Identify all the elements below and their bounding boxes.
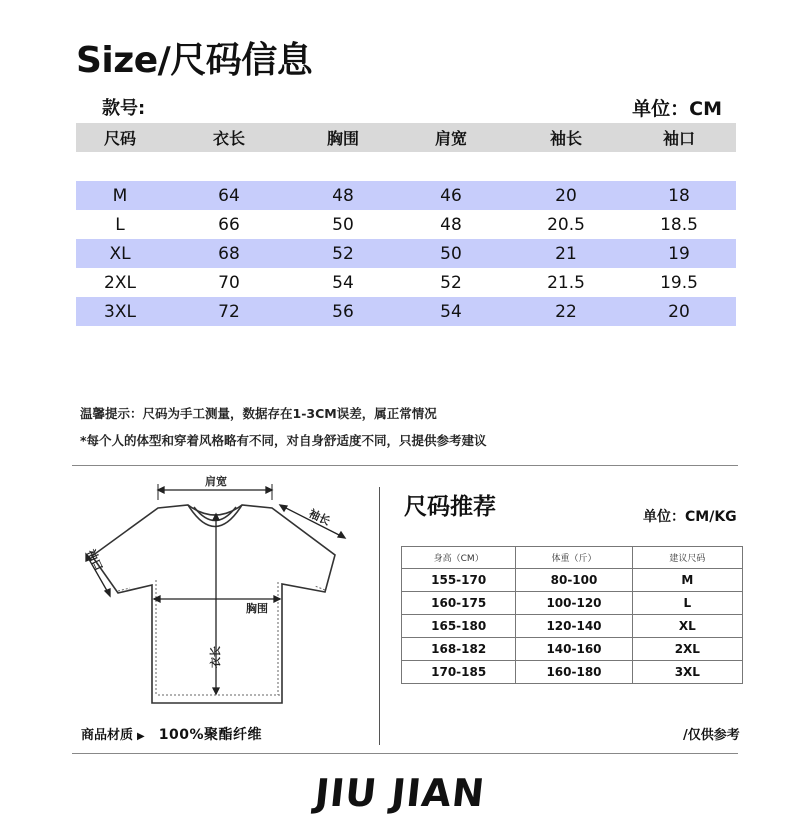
material-label: 商品材质 xyxy=(81,728,134,743)
table-row xyxy=(76,210,736,239)
brand-logo: JIU JIAN xyxy=(312,771,488,815)
table-cell: 18.5 xyxy=(622,210,736,239)
table-cell: 168-182 xyxy=(402,638,516,661)
style-number-label: 款号: xyxy=(102,98,146,119)
table-cell: 50 xyxy=(294,210,392,239)
table-cell: 70 xyxy=(164,268,294,297)
table-cell: 64 xyxy=(164,181,294,210)
table-row xyxy=(76,297,736,326)
table-row xyxy=(76,268,736,297)
table-cell: 2XL xyxy=(632,638,742,661)
reference-note: /仅供参考 xyxy=(683,728,740,743)
table-cell: 54 xyxy=(294,268,392,297)
table-row xyxy=(402,661,743,684)
divider-top xyxy=(72,465,738,466)
table-cell: 155-170 xyxy=(402,569,516,592)
recommendation-unit: 单位：CM/KG xyxy=(643,509,737,525)
table-cell: 46 xyxy=(392,181,510,210)
header-chest: 胸围 xyxy=(294,123,392,152)
table-cell: 20 xyxy=(510,181,622,210)
table-cell: 72 xyxy=(164,297,294,326)
size-table-header xyxy=(76,123,736,152)
tshirt-diagram xyxy=(70,470,370,705)
table-cell: 54 xyxy=(392,297,510,326)
body-length-label: 衣长 xyxy=(209,646,222,668)
table-cell: 20.5 xyxy=(510,210,622,239)
recommendation-title: 尺码推荐 xyxy=(404,494,496,520)
header-sleeve: 袖长 xyxy=(510,123,622,152)
table-cell: 66 xyxy=(164,210,294,239)
table-row xyxy=(402,592,743,615)
table-row xyxy=(76,239,736,268)
table-row xyxy=(402,638,743,661)
table-cell: M xyxy=(632,569,742,592)
table-row xyxy=(76,181,736,210)
material-value: 100%聚酯纤维 xyxy=(158,727,262,743)
chest-label: 胸围 xyxy=(246,602,268,615)
table-cell: L xyxy=(632,592,742,615)
table-cell: L xyxy=(76,210,164,239)
table-cell: XL xyxy=(76,239,164,268)
table-cell: 52 xyxy=(392,268,510,297)
table-cell: 19 xyxy=(622,239,736,268)
table-cell: 48 xyxy=(392,210,510,239)
table-cell: 165-180 xyxy=(402,615,516,638)
cuff-label: 袖口 xyxy=(84,547,106,573)
tshirt-outline xyxy=(92,505,335,703)
table-cell: 68 xyxy=(164,239,294,268)
header-length: 衣长 xyxy=(164,123,294,152)
table-cell: 160-180 xyxy=(516,661,632,684)
table-cell: 21.5 xyxy=(510,268,622,297)
table-cell: 52 xyxy=(294,239,392,268)
table-cell: 20 xyxy=(622,297,736,326)
page-title: Size/尺码信息 xyxy=(76,40,313,81)
table-cell: 140-160 xyxy=(516,638,632,661)
table-cell: XL xyxy=(632,615,742,638)
table-cell: 80-100 xyxy=(516,569,632,592)
material-info xyxy=(81,724,262,744)
table-cell: 160-175 xyxy=(402,592,516,615)
header-weight: 体重（斤） xyxy=(516,547,632,569)
divider-vertical xyxy=(379,487,380,745)
table-spacer xyxy=(76,152,736,181)
table-cell: 22 xyxy=(510,297,622,326)
table-cell: 3XL xyxy=(632,661,742,684)
table-row xyxy=(402,569,743,592)
table-cell: 48 xyxy=(294,181,392,210)
table-cell: 18 xyxy=(622,181,736,210)
table-cell: 3XL xyxy=(76,297,164,326)
header-cuff: 袖口 xyxy=(622,123,736,152)
header-size: 尺码 xyxy=(76,123,164,152)
table-cell: 120-140 xyxy=(516,615,632,638)
fit-disclaimer: *每个人的体型和穿着风格略有不同，对自身舒适度不同，只提供参考建议 xyxy=(80,433,487,448)
recommendation-table xyxy=(401,546,743,684)
header-height: 身高（CM） xyxy=(402,547,516,569)
table-cell: 170-185 xyxy=(402,661,516,684)
table-cell: 21 xyxy=(510,239,622,268)
unit-label: 单位：CM xyxy=(632,98,722,120)
header-shoulder: 肩宽 xyxy=(392,123,510,152)
divider-bottom xyxy=(72,753,738,754)
recommendation-header xyxy=(402,547,743,569)
table-row xyxy=(402,615,743,638)
table-cell: 19.5 xyxy=(622,268,736,297)
sleeve-length-label: 袖长 xyxy=(306,506,333,529)
table-cell: 50 xyxy=(392,239,510,268)
play-arrow-icon: ▶ xyxy=(137,731,145,742)
table-cell: 100-120 xyxy=(516,592,632,615)
table-cell: M xyxy=(76,181,164,210)
measurement-note: 温馨提示：尺码为手工测量，数据存在1-3CM误差，属正常情况 xyxy=(80,406,437,421)
shoulder-label: 肩宽 xyxy=(205,475,227,488)
table-cell: 2XL xyxy=(76,268,164,297)
size-table xyxy=(76,123,736,326)
table-cell: 56 xyxy=(294,297,392,326)
header-suggested-size: 建议尺码 xyxy=(632,547,742,569)
